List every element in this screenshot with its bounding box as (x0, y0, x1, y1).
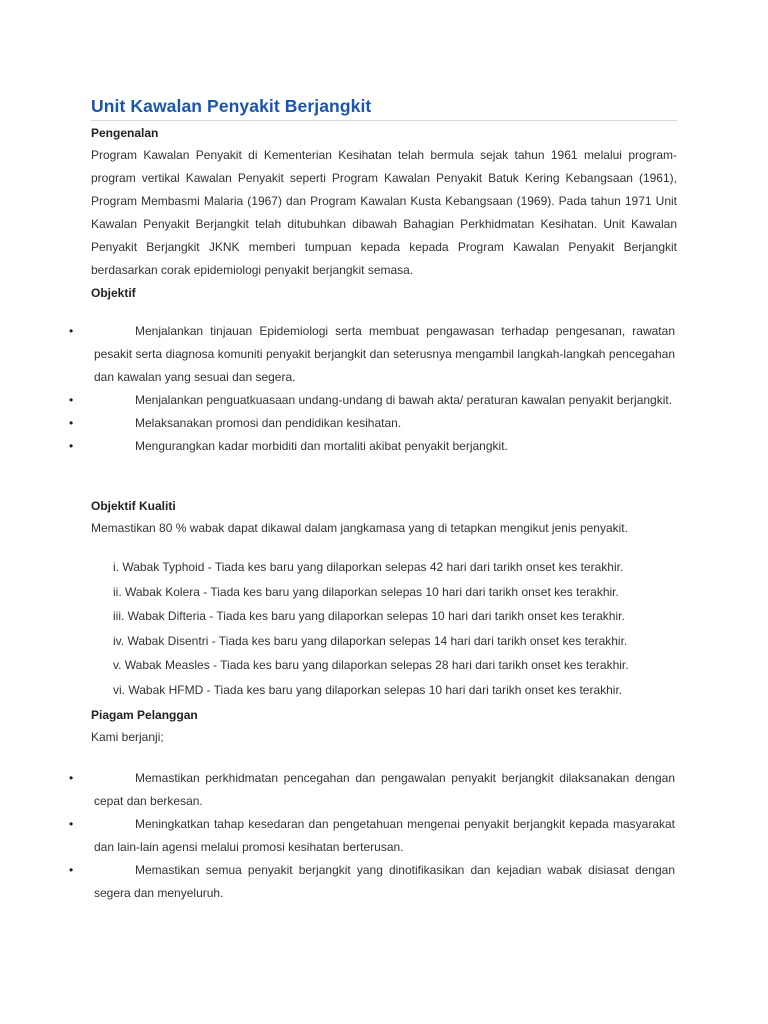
objektif-kualiti-item: vi. Wabak HFMD - Tiada kes baru yang dilaporkan selepas 10 hari dari tarikh onset kes terakhir. (113, 682, 623, 697)
objektif-item-text: Menjalankan penguatkuasaan undang-undang di bawah akta/ peraturan kawalan penyakit berjangkit. (135, 393, 673, 407)
bullet-icon: • (69, 393, 74, 407)
piagam-item (0, 767, 768, 813)
objektif-kualiti-item: ii. Wabak Kolera - Tiada kes baru yang dilaporkan selepas 10 hari dari tarikh onset kes terakhir. (113, 584, 619, 599)
objektif-kualiti-heading: Objektif Kualiti (91, 499, 176, 513)
objektif-kualiti-item: v. Wabak Measles - Tiada kes baru yang dilaporkan selepas 28 hari dari tarikh onset kes terakhir. (113, 658, 629, 672)
objektif-item-text: Melaksanakan promosi dan pendidikan kesihatan. (135, 416, 402, 430)
bullet-icon: • (69, 817, 74, 831)
page-title: Unit Kawalan Penyakit Berjangkit (91, 96, 677, 121)
piagam-item (0, 859, 768, 905)
bullet-icon: • (69, 416, 74, 430)
piagam-heading: Piagam Pelanggan (91, 708, 198, 722)
bullet-icon: • (69, 771, 74, 785)
objektif-item-text: Menjalankan tinjauan Epidemiologi serta membuat pengawasan terhadap pengesanan, rawatan pesakit serta diagnosa komuniti penyakit berjangkit dan seterusnya mengambil langkah-langkah pencegahan dan kawalan yang sesuai dan segera. (94, 324, 675, 384)
piagam-item-text: Memastikan perkhidmatan pencegahan dan pengawalan penyakit berjangkit dilaksanakan dengan cepat dan berkesan. (94, 771, 675, 808)
objektif-kualiti-item: i. Wabak Typhoid - Tiada kes baru yang dilaporkan selepas 42 hari dari tarikh onset kes terakhir. (113, 560, 624, 574)
pengenalan-paragraph: Program Kawalan Penyakit di Kementerian Kesihatan telah bermula sejak tahun 1961 melalui program-program vertikal Kawalan Penyakit seperti Program Kawalan Penyakit Batuk Kering Kebangsaan (1961), Program Membasmi Malaria (1967) dan Program Kawalan Kusta Kebangsaan (1969). Pada tahun 1971 Unit Kawalan Penyakit Berjangkit telah ditubuhkan dibawah Bahagian Perkhidmatan Kesihatan. Unit Kawalan Penyakit Berjangkit JKNK memberi tumpuan kepada kepada Program Kawalan Penyakit Berjangkit berdasarkan corak epidemiologi penyakit berjangkit semasa. (91, 148, 677, 277)
objektif-item (0, 320, 768, 389)
pengenalan-heading: Pengenalan (91, 126, 159, 140)
piagam-item-text: Meningkatkan tahap kesedaran dan pengetahuan mengenai penyakit berjangkit kepada masyarakat dan lain-lain agensi melalui promosi kesihatan berterusan. (94, 817, 675, 854)
piagam-item (0, 813, 768, 859)
piagam-intro: Kami berjanji; (91, 730, 164, 744)
bullet-icon: • (69, 863, 74, 877)
objektif-item (0, 389, 768, 412)
piagam-item-text: Memastikan semua penyakit berjangkit yang dinotifikasikan dan kejadian wabak disiasat dengan segera dan menyeluruh. (94, 863, 675, 900)
objektif-list (0, 320, 768, 458)
bullet-icon: • (69, 439, 74, 453)
piagam-list (0, 767, 768, 905)
objektif-kualiti-list (113, 555, 629, 702)
objektif-kualiti-item: iv. Wabak Disentri - Tiada kes baru yang dilaporkan selepas 14 hari dari tarikh onset kes terakhir. (113, 633, 628, 648)
bullet-icon: • (69, 324, 74, 338)
objektif-heading: Objektif (91, 286, 136, 300)
objektif-item (0, 412, 768, 435)
objektif-item (0, 435, 768, 458)
objektif-kualiti-intro: Memastikan 80 % wabak dapat dikawal dalam jangkamasa yang di tetapkan mengikut jenis penyakit. (91, 521, 628, 535)
objektif-item-text: Mengurangkan kadar morbiditi dan mortaliti akibat penyakit berjangkit. (135, 439, 508, 453)
objektif-kualiti-item: iii. Wabak Difteria - Tiada kes baru yang dilaporkan selepas 10 hari dari tarikh onset kes terakhir. (113, 609, 625, 623)
